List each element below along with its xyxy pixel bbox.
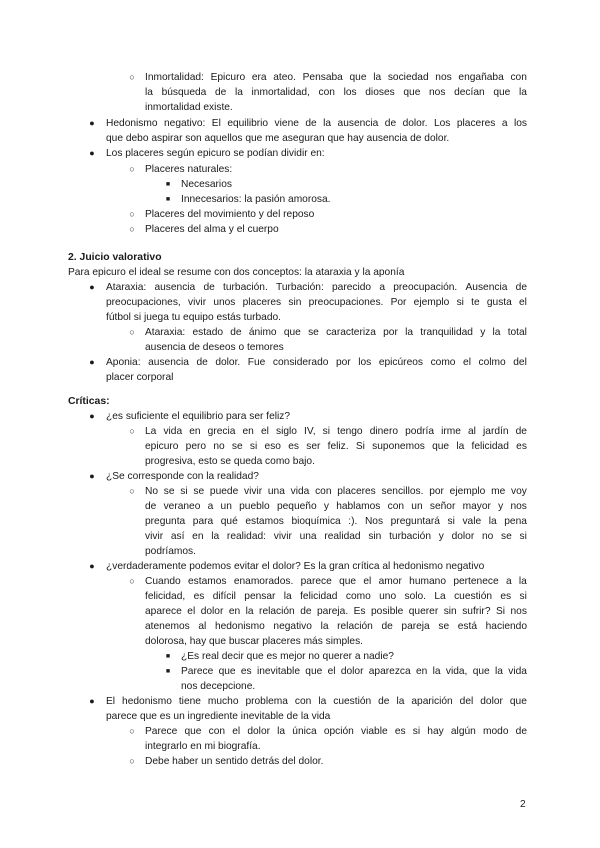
text-line: dolorosa, hay que buscar placeres más simples. (145, 636, 364, 647)
text-line: Ataraxia: ausencia de turbación. Turbación: parecido a preocupación. Ausencia de (106, 282, 527, 293)
bullet-level2: ○ (129, 72, 135, 82)
text-line: Placeres naturales: (145, 164, 233, 175)
text-line: Necesarios (181, 179, 232, 190)
text-line: Cuando estamos enamorados. parece que el amor humano pertenece a la (145, 576, 527, 587)
bullet-level2: ○ (129, 164, 135, 174)
text-line: El hedonismo tiene mucho problema con la cuestión de la aparición del dolor que (106, 696, 527, 707)
bullet-level1: ● (89, 411, 95, 421)
text-line: parece que es un ingrediente inevitable de la vida (106, 711, 331, 722)
bullet-level1: ● (89, 282, 95, 292)
text-line: Inmortalidad: Epicuro era ateo. Pensaba que la sociedad nos engañaba con (145, 72, 527, 83)
text-line: la búsqueda de la inmortalidad, con los dioses que nos decían que la (145, 87, 527, 98)
section-heading: 2. Juicio valorativo (68, 252, 162, 263)
text-line: integrarlo en mi biografía. (145, 741, 261, 752)
text-line: nos decepcione. (181, 681, 256, 692)
bullet-level2: ○ (129, 756, 135, 766)
text-line: atenemos al hedonismo negativo la relación de pareja se está haciendo (145, 621, 527, 632)
bullet-level1: ● (89, 118, 95, 128)
text-line: ¿Es real decir que es mejor no querer a nadie? (181, 651, 394, 662)
text-line: preocupaciones, vivir unos placeres sin preocupaciones. Por ejemplo si te gusta el (106, 297, 527, 308)
bullet-level3: ■ (165, 668, 171, 675)
text-line: inmortalidad existe. (145, 102, 233, 113)
text-line: ausencia de deseos o temores (145, 342, 284, 353)
text-line: Innecesarios: la pasión amorosa. (181, 194, 331, 205)
text-line: Los placeres según epicuro se podían dividir en: (106, 148, 325, 159)
text-line: placer corporal (106, 372, 174, 383)
text-line: Hedonismo negativo: El equilibrio viene de la ausencia de dolor. Los placeres a los (106, 118, 527, 129)
bullet-level2: ○ (129, 209, 135, 219)
page-number: 2 (520, 799, 526, 810)
bullet-level1: ● (89, 357, 95, 367)
bullet-level1: ● (89, 561, 95, 571)
text-line: Ataraxia: estado de ánimo que se caracteriza por la tranquilidad y la total (145, 327, 527, 338)
bullet-level3: ■ (165, 196, 171, 203)
text-line: La vida en grecia en el siglo IV, si tengo dinero podría irme al jardín de (145, 426, 527, 437)
text-line: pregunta para qué estamos bioquímica :). Nos preguntará si vale la pena (145, 516, 527, 527)
text-line: que debo aspirar son aquellos que me aseguran que hay ausencia de dolor. (106, 133, 450, 144)
text-line: Placeres del alma y el cuerpo (145, 224, 279, 235)
bullet-level3: ■ (165, 653, 171, 660)
text-line: fútbol si juega tu equipo estás turbado. (106, 312, 282, 323)
criticas-heading: Críticas: (68, 396, 110, 407)
text-line: Parece que es inevitable que el dolor aparezca en la vida, que la vida (181, 666, 527, 677)
text-line: Parece que con el dolor la única opción viable es si hay algún modo de (145, 726, 527, 737)
text-line: ¿verdaderamente podemos evitar el dolor? Es la gran crítica al hedonismo negativo (106, 561, 485, 572)
text-line: podríamos. (145, 546, 196, 557)
text-line: epicuro pero no se si eso es ser feliz. Si suponemos que la felicidad es (145, 441, 527, 452)
text-line: ¿Se corresponde con la realidad? (106, 471, 259, 482)
text-line: Debe haber un sentido detrás del dolor. (145, 756, 324, 767)
text-line: felicidad, es difícil pensar la felicidad como uno solo. La cuestión es si (145, 591, 527, 602)
text-line: de veraneo a un pueblo pequeño y hablamos con un señor mayor y nos (145, 501, 527, 512)
bullet-level1: ● (89, 471, 95, 481)
bullet-level3: ■ (165, 181, 171, 188)
bullet-level1: ● (89, 148, 95, 158)
bullet-level2: ○ (129, 486, 135, 496)
text-line: progresiva, esto se queda como bajo. (145, 456, 315, 467)
bullet-level2: ○ (129, 224, 135, 234)
bullet-level2: ○ (129, 726, 135, 736)
text-line: No se si se puede vivir una vida con placeres sencillos. por ejemplo me voy (145, 486, 527, 497)
bullet-level2: ○ (129, 576, 135, 586)
text-line: ¿es suficiente el equilibrio para ser feliz? (106, 411, 291, 422)
bullet-level2: ○ (129, 327, 135, 337)
bullet-level1: ● (89, 696, 95, 706)
text-line: Placeres del movimiento y del reposo (145, 209, 315, 220)
section-intro: Para epicuro el ideal se resume con dos conceptos: la ataraxia y la aponía (68, 267, 405, 278)
bullet-level2: ○ (129, 426, 135, 436)
text-line: aparece el dolor en la relación de pareja. Es posible querer sin sufrir? Si nos (145, 606, 527, 617)
text-line: Aponia: ausencia de dolor. Fue considerado por los epicúreos como el colmo del (106, 357, 527, 368)
text-line: vivir así en la realidad: vivir una realidad sin turbación y dolor no se si (145, 531, 527, 542)
